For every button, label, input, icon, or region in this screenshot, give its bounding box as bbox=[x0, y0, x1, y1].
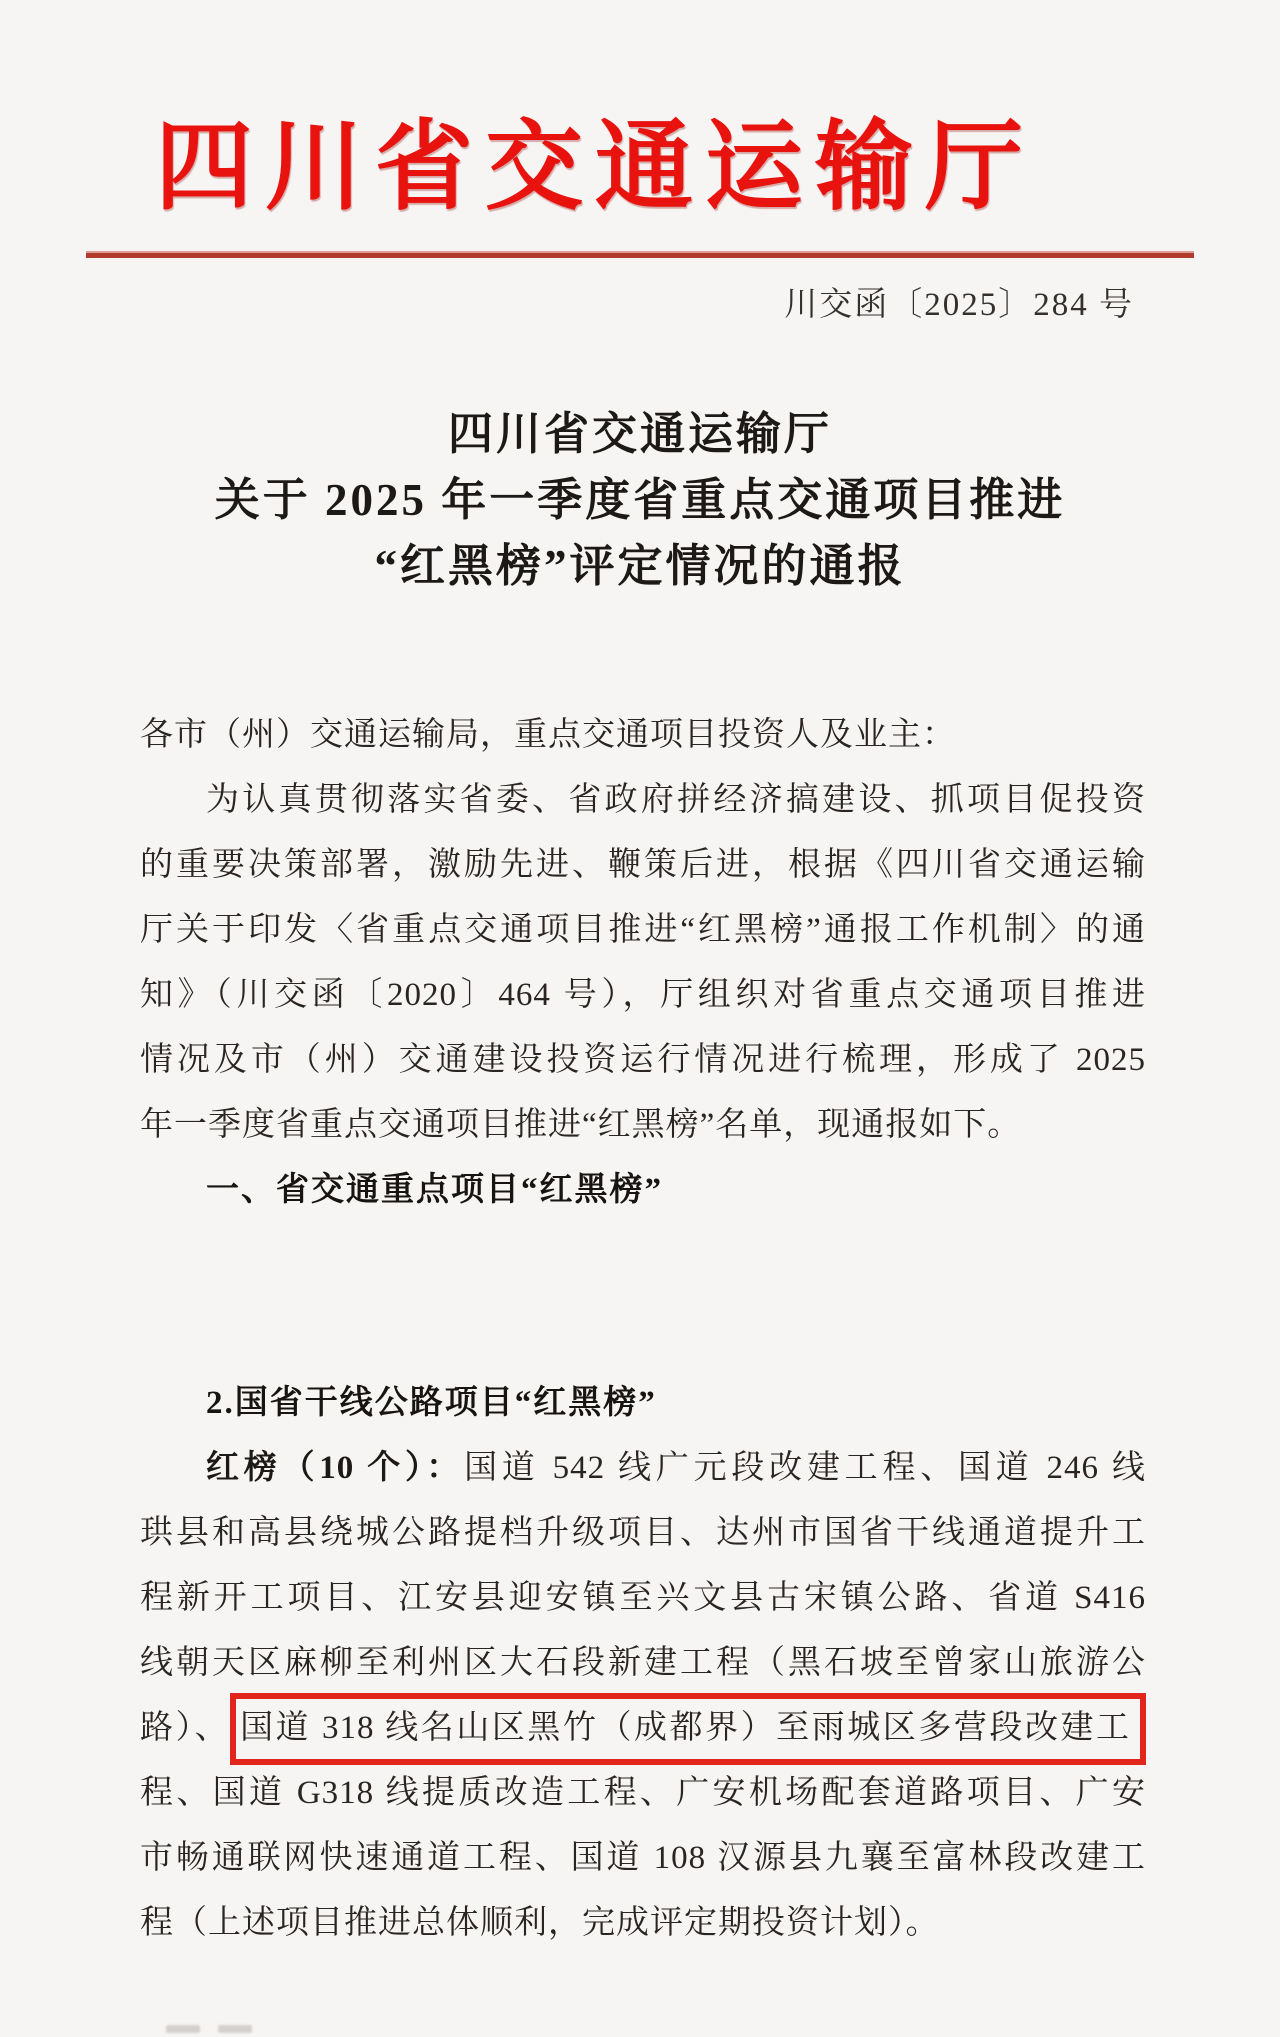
paragraph-line: 知》（川交函〔2020〕464 号），厅组织对省重点交通项目推进 bbox=[140, 977, 1146, 1013]
red-highlight-box: 国道 318 线名山区黑竹（成都界）至雨城区多营段改建工 bbox=[230, 1693, 1146, 1765]
red-list-line bbox=[140, 1436, 1146, 1501]
section-heading-1: 一、省交通重点项目“红黑榜” bbox=[206, 1172, 663, 1208]
red-list-line: 珙县和高县绕城公路提档升级项目、达州市国省干线通道提升工 bbox=[140, 1515, 1146, 1551]
red-list-line: 程新开工项目、江安县迎安镇至兴文县古宋镇公路、省道 S416 bbox=[140, 1580, 1146, 1616]
paragraph-line: 为认真贯彻落实省委、省政府拼经济搞建设、抓项目促投资 bbox=[206, 782, 1146, 818]
document-title-line-3: “红黑榜”评定情况的通报 bbox=[374, 541, 906, 591]
letterhead bbox=[0, 0, 1235, 229]
red-list-line: 程、国道 G318 线提质改造工程、广安机场配套道路项目、广安 bbox=[140, 1775, 1146, 1811]
faint-stroke bbox=[218, 2025, 252, 2033]
section-gap bbox=[140, 1223, 1146, 1371]
document-body bbox=[140, 703, 1146, 1956]
faint-stroke bbox=[166, 2025, 200, 2033]
section-heading-2: 2.国省干线公路项目“红黑榜” bbox=[206, 1385, 657, 1421]
letterhead-divider-rule bbox=[86, 251, 1194, 258]
red-list-line: 线朝天区麻柳至利州区大石段新建工程（黑石坡至曾家山旅游公 bbox=[140, 1645, 1146, 1681]
paragraph-line: 的重要决策部署，激励先进、鞭策后进，根据《四川省交通运输 bbox=[140, 847, 1146, 883]
document-title bbox=[0, 401, 1280, 599]
red-list-label: 红榜（10 个）： bbox=[206, 1450, 465, 1486]
red-list-line: 程（上述项目推进总体顺利，完成评定期投资计划）。 bbox=[140, 1905, 940, 1941]
document-reference-number: 川交函〔2025〕284 号 bbox=[784, 287, 1134, 323]
red-list-line: 市畅通联网快速通道工程、国道 108 汉源县九襄至富林段改建工 bbox=[140, 1840, 1146, 1876]
cutoff-text-fragment bbox=[166, 2015, 286, 2037]
red-list-line-1-text: 国道 542 线广元段改建工程、国道 246 线 bbox=[464, 1450, 1147, 1486]
document-title-line-1: 四川省交通运输厅 bbox=[447, 409, 832, 459]
paragraph-line: 情况及市（州）交通建设投资运行情况进行梳理，形成了 2025 bbox=[140, 1042, 1146, 1078]
paragraph-line: 年一季度省重点交通项目推进“红黑榜”名单，现通报如下。 bbox=[140, 1107, 1022, 1143]
highlight-line-prefix: 路）、 bbox=[140, 1710, 231, 1746]
paragraph-line: 厅关于印发〈省重点交通项目推进“红黑榜”通报工作机制〉的通 bbox=[140, 912, 1146, 948]
salutation-line: 各市（州）交通运输局，重点交通项目投资人及业主： bbox=[140, 717, 956, 753]
letterhead-title: 四川省交通运输厅 bbox=[154, 114, 1035, 222]
red-list-highlight-line bbox=[140, 1696, 1146, 1761]
document-title-line-2: 关于 2025 年一季度省重点交通项目推进 bbox=[214, 475, 1066, 525]
